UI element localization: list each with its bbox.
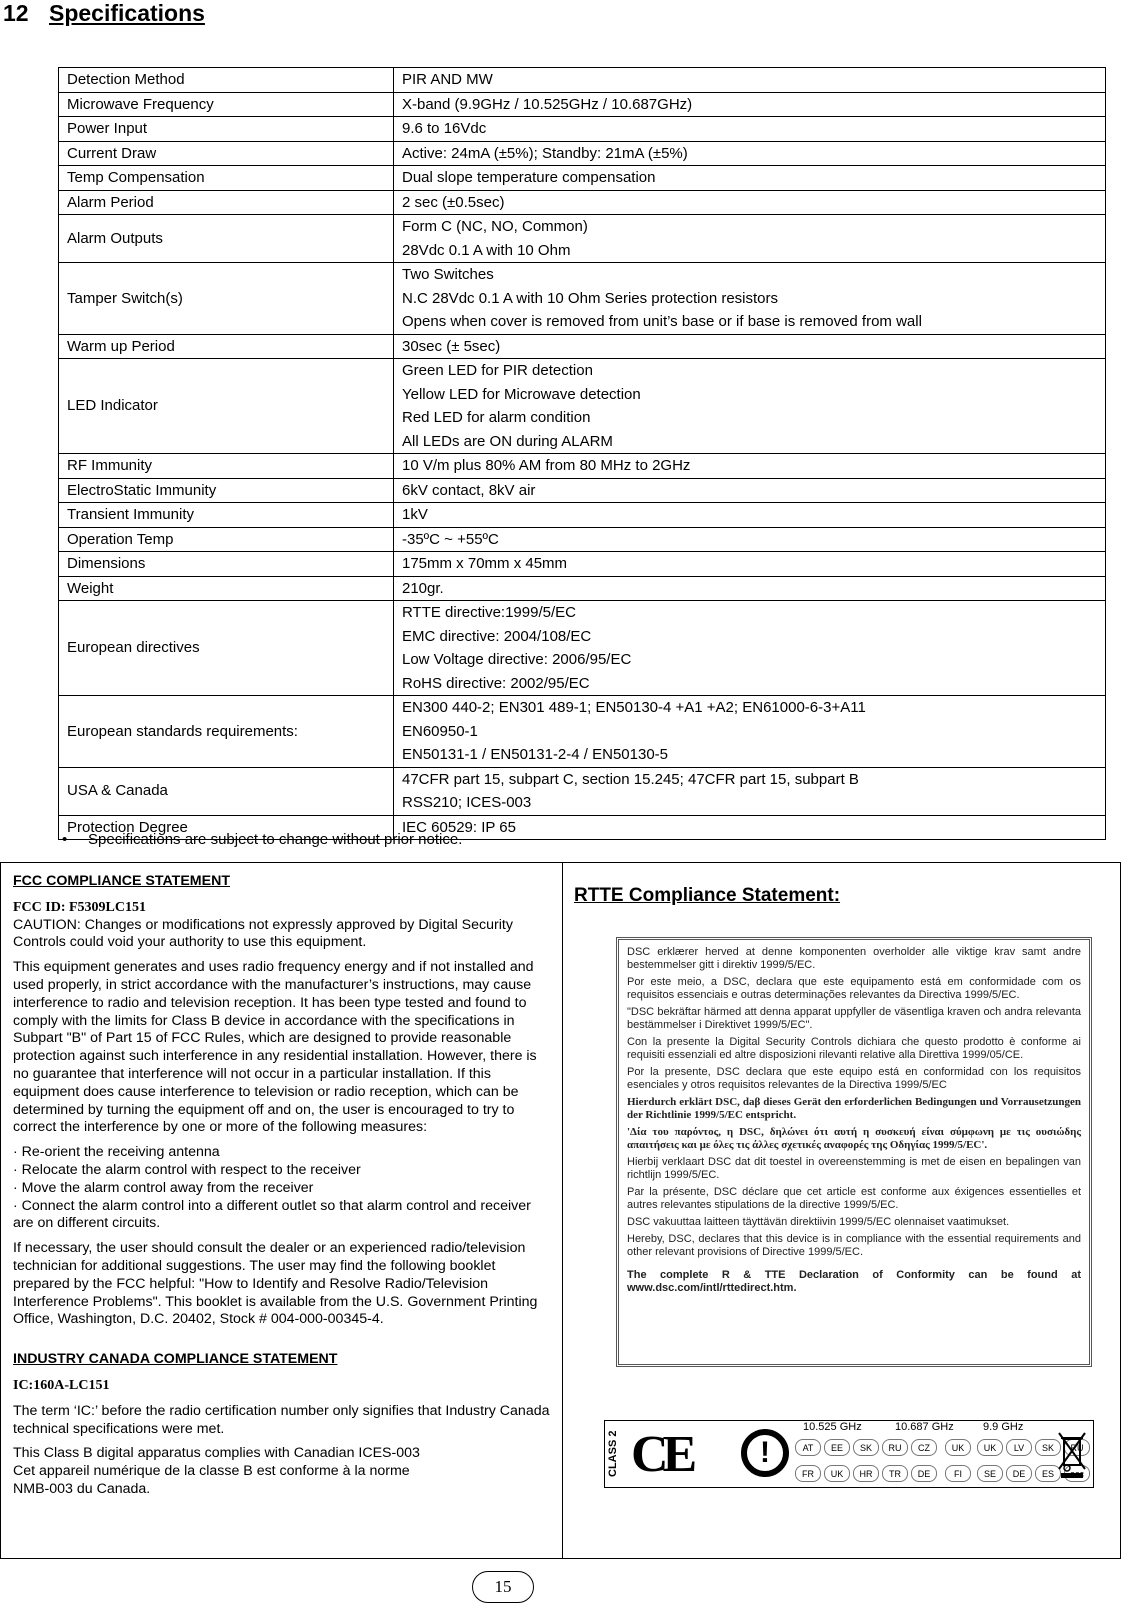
spec-row	[59, 190, 1106, 215]
spec-row	[59, 454, 1106, 479]
spec-label: Alarm Period	[59, 190, 394, 215]
country-code-badge: FI	[945, 1465, 971, 1482]
rtte-paragraph: Par la présente, DSC déclare que cet article est conforme aux éxigences essentielles et autres relevantes stipulations de la directive 1999/5/EC.	[627, 1186, 1081, 1211]
spec-label: LED Indicator	[59, 359, 394, 454]
spec-value-cell	[394, 815, 1106, 840]
country-code-badge: SE	[977, 1465, 1003, 1482]
country-code-badge: LV	[1006, 1439, 1032, 1456]
rtte-paragraph: DSC vakuuttaa laitteen täyttävän direktiivin 1999/5/EC olennaiset vaatimukset.	[627, 1216, 1010, 1228]
spec-row	[59, 552, 1106, 577]
rtte-paragraph: "DSC bekräftar härmed att denna apparat uppfyller de väsentliga kraven och andra relevanta bestämmelser i Direktivet 1999/5/EC".	[627, 1006, 1081, 1031]
spec-label: RF Immunity	[59, 454, 394, 479]
spec-label: Weight	[59, 576, 394, 601]
ic-line: Cet appareil numérique de la classe B est conforme à la norme	[13, 1463, 410, 1480]
frequency-label: 9.9 GHz	[983, 1421, 1024, 1433]
spec-value: 210gr.	[402, 579, 444, 597]
ic-paragraph-1: The term ‘IC:’ before the radio certification number only signifies that Industry Canada technical specifications were met.	[13, 1402, 550, 1437]
spec-value: Low Voltage directive: 2006/95/EC	[402, 651, 632, 668]
spec-row	[59, 68, 1106, 93]
ce-mark-icon: CE	[631, 1426, 692, 1483]
rtte-paragraph: Hierbij verklaart DSC dat dit toestel in overeenstemming is met de eisen en bepalingen van richtlijn 1999/5/EC.	[627, 1156, 1081, 1181]
spec-label: Operation Temp	[59, 527, 394, 552]
measure-item: · Relocate the alarm control with respect to the receiver	[13, 1161, 361, 1178]
spec-value-cell	[394, 359, 1106, 454]
spec-label: Detection Method	[59, 68, 394, 93]
spec-value: EN50131-1 / EN50131-2-4 / EN50130-5	[402, 746, 669, 763]
spec-value: RSS210; ICES-003	[402, 794, 532, 811]
spec-value: RTTE directive:1999/5/EC	[402, 604, 576, 621]
rtte-paragraph: Hereby, DSC, declares that this device is in compliance with the essential requirements and other relevant provisions of Directive 1999/5/EC.	[627, 1233, 1081, 1258]
spec-value: 10 V/m plus 80% AM from 80 MHz to 2GHz	[402, 457, 691, 474]
measure-item: · Connect the alarm control into a different outlet so that alarm control and receiver are on different circuits.	[13, 1197, 531, 1232]
spec-value: 30sec (± 5sec)	[402, 337, 501, 355]
spec-value-cell	[394, 503, 1106, 528]
rtte-paragraph: DSC erklærer herved at denne komponenten overholder alle viktige krav samt andre bestemmelser gitt i direktiv 1999/5/EC.	[627, 946, 1081, 971]
rtte-column	[574, 885, 1114, 1483]
spec-row	[59, 767, 1106, 815]
page-number: 15	[472, 1571, 534, 1603]
spec-label: Alarm Outputs	[59, 215, 394, 263]
spec-value: EN60950-1	[402, 722, 478, 740]
spec-value: N.C 28Vdc 0.1 A with 10 Ohm Series protection resistors	[402, 289, 779, 307]
certification-marks	[604, 1420, 1094, 1488]
country-code-badge: SK	[853, 1439, 879, 1456]
country-code-badge: SK	[1035, 1439, 1061, 1456]
spec-value: X-band (9.9GHz / 10.525GHz / 10.687GHz)	[402, 95, 693, 113]
rtte-german: Hierdurch erklärt DSC, daβ dieses Gerät den erforderlichen Bedingungen und Vorrausetzungen der Richtlinie 1999/5/EC entspricht.	[627, 1096, 1081, 1121]
country-code-badge: ES	[1035, 1465, 1061, 1482]
spec-row	[59, 215, 1106, 263]
ic-line: NMB-003 du Canada.	[13, 1480, 151, 1497]
spec-value: 2 sec (±0.5sec)	[402, 193, 505, 211]
rtte-title: RTTE Compliance Statement:	[574, 885, 841, 906]
ic-title: INDUSTRY CANADA COMPLIANCE STATEMENT	[13, 1351, 338, 1368]
spec-value-cell	[394, 215, 1106, 263]
fcc-id: FCC ID: F5309LC151	[13, 899, 146, 915]
spec-value: RoHS directive: 2002/95/EC	[402, 674, 590, 692]
spec-value-cell	[394, 68, 1106, 93]
spec-value-cell	[394, 92, 1106, 117]
spec-value: All LEDs are ON during ALARM	[402, 432, 613, 450]
spec-value: Yellow LED for Microwave detection	[402, 385, 641, 403]
spec-row	[59, 117, 1106, 142]
country-code-badge: UK	[824, 1465, 850, 1482]
compliance-section	[0, 862, 1121, 1559]
spec-value: Dual slope temperature compensation	[402, 169, 656, 186]
change-notice-text: Specifications are subject to change without prior notice.	[88, 831, 463, 848]
spec-value-cell	[394, 190, 1106, 215]
ic-id: IC:160A-LC151	[13, 1377, 110, 1393]
spec-value: Form C (NC, NO, Common)	[402, 218, 588, 235]
ic-line: This Class B digital apparatus complies with Canadian ICES-003	[13, 1445, 420, 1462]
spec-value: 47CFR part 15, subpart C, section 15.245; 47CFR part 15, subpart B	[402, 770, 859, 788]
spec-value-cell	[394, 696, 1106, 768]
spec-label: Protection Degree	[59, 815, 394, 840]
country-code-badge: FR	[795, 1465, 821, 1482]
spec-value: Active: 24mA (±5%); Standby: 21mA (±5%)	[402, 144, 688, 162]
fcc-paragraph-2: If necessary, the user should consult the dealer or an experienced radio/television technician for additional suggestions. The user may find the following booklet prepared by the FCC helpful: "How to Identify and Resolve Radio/Television Interference Problems". This booklet is available from the U.S. Government Printing Office, Washington, D.C. 20402, Stock # 004-000-00345-4.	[13, 1240, 538, 1328]
spec-value-cell	[394, 576, 1106, 601]
bullet: •	[62, 831, 68, 848]
country-code-badge: RU	[1064, 1439, 1090, 1456]
country-code-badge: DE	[911, 1465, 937, 1482]
spec-label: Microwave Frequency	[59, 92, 394, 117]
spec-value: 6kV contact, 8kV air	[402, 481, 536, 499]
spec-value: EMC directive: 2004/108/EC	[402, 627, 592, 645]
spec-label: Dimensions	[59, 552, 394, 577]
fcc-title: FCC COMPLIANCE STATEMENT	[13, 873, 231, 889]
spec-row	[59, 334, 1106, 359]
spec-value-cell	[394, 527, 1106, 552]
spec-value-cell	[394, 552, 1106, 577]
spec-row	[59, 576, 1106, 601]
class-2-label: CLASS 2	[607, 1430, 619, 1478]
spec-label: Current Draw	[59, 141, 394, 166]
section-heading	[3, 0, 205, 27]
spec-value: Green LED for PIR detection	[402, 362, 593, 379]
country-code-badge: UK	[977, 1439, 1003, 1456]
spec-row	[59, 359, 1106, 454]
country-code-badge: UK	[945, 1439, 971, 1456]
spec-value-cell	[394, 601, 1106, 696]
section-title: Specifications	[49, 0, 205, 26]
rtte-paragraph: Por este meio, a DSC, declara que este equipamento está em conformidade com os requisitos essenciais e outras determinações relevantes da Directiva 1999/5/EC.	[627, 976, 1081, 1001]
spec-row	[59, 696, 1106, 768]
spec-value: EN300 440-2; EN301 489-1; EN50130-4 +A1 +A2; EN61000-6-3+A11	[402, 699, 866, 716]
spec-label: Warm up Period	[59, 334, 394, 359]
fcc-caution: CAUTION: Changes or modifications not expressly approved by Digital Security Controls could void your authority to use this equipment.	[13, 916, 513, 951]
spec-label: European standards requirements:	[59, 696, 394, 768]
spec-value-cell	[394, 117, 1106, 142]
spec-value: 1kV	[402, 506, 428, 523]
spec-row	[59, 92, 1106, 117]
spec-value-cell	[394, 454, 1106, 479]
alert-mark-icon: !	[741, 1429, 789, 1477]
country-code-badge: DE	[1006, 1465, 1032, 1482]
rtte-declaration-link: The complete R & TTE Declaration of Conformity can be found at www.dsc.com/intl/rttedirect.htm.	[627, 1269, 1081, 1294]
spec-value: PIR AND MW	[402, 71, 493, 88]
frequency-label: 10.525 GHz	[803, 1421, 862, 1433]
spec-label: Power Input	[59, 117, 394, 142]
spec-value-cell	[394, 478, 1106, 503]
spec-label: Transient Immunity	[59, 503, 394, 528]
spec-row	[59, 141, 1106, 166]
spec-value: Two Switches	[402, 266, 494, 283]
spec-label: European directives	[59, 601, 394, 696]
spec-row	[59, 263, 1106, 335]
spec-value: 175mm x 70mm x 45mm	[402, 555, 568, 572]
spec-row	[59, 478, 1106, 503]
spec-row	[59, 601, 1106, 696]
measure-item: · Re-orient the receiving antenna	[13, 1144, 220, 1161]
country-code-badge: AT	[795, 1439, 821, 1456]
spec-label: ElectroStatic Immunity	[59, 478, 394, 503]
rtte-declarations-box	[616, 937, 1092, 1367]
country-code-badge: CZ	[911, 1439, 937, 1456]
frequency-label: 10.687 GHz	[895, 1421, 954, 1433]
spec-value-cell	[394, 141, 1106, 166]
country-code-badge: RU	[882, 1439, 908, 1456]
rtte-greek: 'Δία του παρόντος, η DSC, δηλώνει ότι αυτή η συσκευή είναι σύμφωνη με τις ουσιώδης απαιτήσεις και με όλες τις άλλες σχετικές αναφορές της Οδηγίας 1999/5/EC'.	[627, 1126, 1081, 1151]
spec-row	[59, 527, 1106, 552]
spec-label: Temp Compensation	[59, 166, 394, 191]
rtte-paragraph: Con la presente la Digital Security Controls dichiara che questo prodotto è conforme ai requisiti essenziali ed altre disposizioni rilevanti relative alla Direttiva 1999/05/CE.	[627, 1036, 1081, 1061]
spec-row	[59, 503, 1106, 528]
measure-item: · Move the alarm control away from the receiver	[13, 1179, 314, 1196]
change-notice	[62, 830, 462, 850]
spec-value: Opens when cover is removed from unit’s base or if base is removed from wall	[402, 313, 922, 330]
spec-value-cell	[394, 263, 1106, 335]
fcc-paragraph-1: This equipment generates and uses radio frequency energy and if not installed and used properly, in strict accordance with the manufacturer’s instructions, may cause interference to radio and television reception. It has been type tested and found to comply with the limits for Class B device in accordance with the specifications in Subpart "B" of Part 15 of FCC Rules, which are designed to provide reasonable protection against such interference in any residential installation. However, there is no guarantee that interference will not occur in a particular installation. If this equipment does cause interference to television or radio reception, which can be determined by turning the equipment off and on, the user is encouraged to try to correct the interference by one or more of the following measures:	[13, 959, 537, 1136]
spec-value: 9.6 to 16Vdc	[402, 120, 487, 137]
spec-row	[59, 166, 1106, 191]
spec-value: 28Vdc 0.1 A with 10 Ohm	[402, 241, 571, 259]
country-code-badge: EE	[824, 1439, 850, 1456]
spec-value: IEC 60529: IP 65	[402, 818, 516, 836]
rtte-paragraph: Por la presente, DSC declara que este equipo está en conformidad con los requisitos esenciales y otros requisitos relevantes de la Directiva 1999/5/EC	[627, 1066, 1081, 1091]
column-divider	[562, 863, 563, 1558]
country-code-badge: HR	[853, 1465, 879, 1482]
spec-value-cell	[394, 166, 1106, 191]
spec-label: USA & Canada	[59, 767, 394, 815]
spec-value: Red LED for alarm condition	[402, 409, 591, 426]
section-number: 12	[3, 0, 29, 26]
fcc-ic-column	[13, 873, 553, 1499]
specifications-table	[58, 67, 1106, 840]
country-code-badge: TR	[882, 1465, 908, 1482]
spec-value-cell	[394, 767, 1106, 815]
spec-value: -35ºC ~ +55ºC	[402, 530, 499, 548]
spec-label: Tamper Switch(s)	[59, 263, 394, 335]
weee-bin-icon	[1057, 1429, 1087, 1479]
spec-value-cell	[394, 334, 1106, 359]
